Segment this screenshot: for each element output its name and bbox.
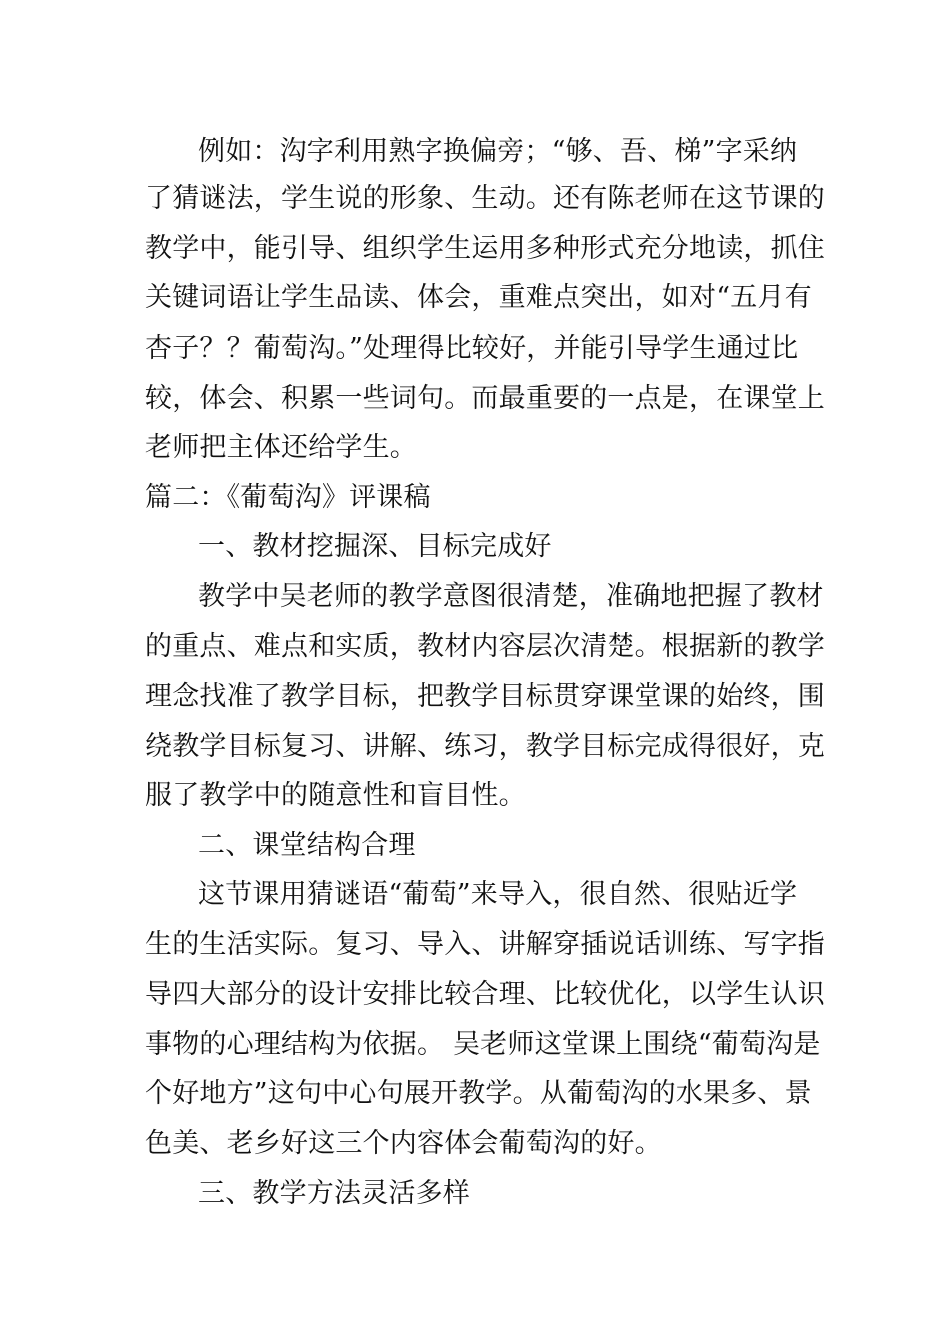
subsection-heading: 三、教学方法灵活多样 xyxy=(198,1178,470,1209)
paragraph-line: 绕教学目标复习、讲解、练习，教学目标完成得很好，克 xyxy=(145,731,825,762)
paragraph-line: 关键词语让学生品读、体会，重难点突出，如对“五月有 xyxy=(145,282,812,313)
paragraph-line: 了猜谜法，学生说的形象、生动。还有陈老师在这节课的 xyxy=(145,183,825,214)
paragraph-line: 教学中吴老师的教学意图很清楚，准确地把握了教材 xyxy=(198,581,824,612)
paragraph-line: 较，体会、积累一些词句。而最重要的一点是，在课堂上 xyxy=(145,383,825,414)
subsection-heading: 一、教材挖掘深、目标完成好 xyxy=(198,531,552,562)
section-heading: 篇二：《葡萄沟》评课稿 xyxy=(145,482,431,513)
paragraph-line: 理念找准了教学目标，把教学目标贯穿课堂课的始终，围 xyxy=(145,681,825,712)
paragraph-line: 教学中，能引导、组织学生运用多种形式充分地读，抓住 xyxy=(145,233,825,264)
subsection-heading: 二、课堂结构合理 xyxy=(198,830,416,861)
paragraph-line: 事物的心理结构为依据。 吴老师这堂课上围绕“葡萄沟是 xyxy=(145,1029,821,1060)
paragraph-line: 老师把主体还给学生。 xyxy=(145,432,417,463)
paragraph-line: 杏子？？葡萄沟。”处理得比较好，并能引导学生通过比 xyxy=(145,333,799,364)
paragraph-line: 个好地方”这句中心句展开教学。从葡萄沟的水果多、景 xyxy=(145,1078,812,1109)
paragraph-line: 色美、老乡好这三个内容体会葡萄沟的好。 xyxy=(145,1128,662,1159)
paragraph-line: 这节课用猜谜语“葡萄”来导入，很自然、很贴近学 xyxy=(198,879,798,910)
paragraph-line: 的重点、难点和实质，教材内容层次清楚。根据新的教学 xyxy=(145,631,825,662)
paragraph-line: 导四大部分的设计安排比较合理、比较优化，以学生认识 xyxy=(145,979,825,1010)
paragraph-line: 服了教学中的随意性和盲目性。 xyxy=(145,780,526,811)
paragraph-line: 例如：沟字利用熟字换偏旁；“够、吾、梯”字采纳 xyxy=(198,136,798,167)
paragraph-line: 生的生活实际。复习、导入、讲解穿插说话训练、写字指 xyxy=(145,929,825,960)
